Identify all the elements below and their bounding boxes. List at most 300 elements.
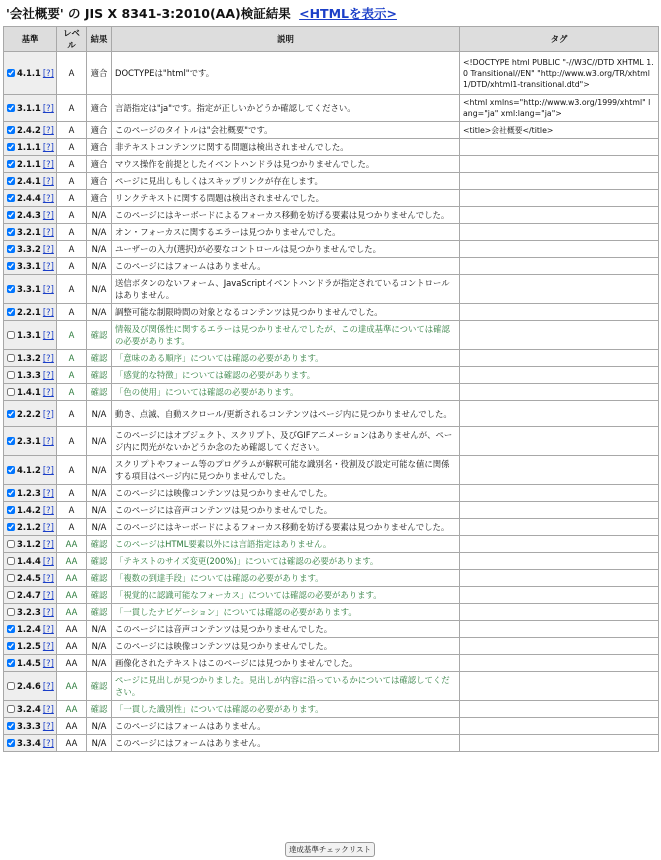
table-row	[4, 384, 659, 401]
tag-cell: <!DOCTYPE html PUBLIC "-//W3C//DTD XHTML 1.0 Transitional//EN" "http://www.w3.org/TR/xhtml1/DTD/xhtml1-transitional.dtd">	[460, 52, 659, 95]
level-cell: AA	[57, 718, 87, 735]
criterion-id: 2.1.2	[17, 522, 41, 532]
criterion-id: 1.2.5	[17, 641, 41, 651]
result-cell: N/A	[87, 485, 112, 502]
criterion-cell	[4, 427, 57, 456]
tag-cell	[460, 735, 659, 752]
level-cell: A	[57, 321, 87, 350]
result-cell: 適合	[87, 173, 112, 190]
criterion-cell	[4, 672, 57, 701]
criterion-id: 3.2.4	[17, 704, 41, 714]
criterion-id: 1.4.5	[17, 658, 41, 668]
result-cell: N/A	[87, 621, 112, 638]
table-row	[4, 735, 659, 752]
help-link[interactable]: [?]	[42, 522, 54, 532]
criterion-id: 3.3.2	[17, 244, 41, 254]
criterion-checkbox[interactable]	[7, 739, 15, 747]
criterion-id: 3.3.4	[17, 738, 41, 748]
criterion-checkbox[interactable]	[7, 540, 15, 548]
tag-cell	[460, 655, 659, 672]
tag-cell	[460, 190, 659, 207]
description-cell: このページにはフォームはありません。	[112, 718, 460, 735]
table-row	[4, 621, 659, 638]
help-link[interactable]: [?]	[42, 624, 54, 634]
table-row	[4, 122, 659, 139]
tag-cell: <html xmlns="http://www.w3.org/1999/xhtml" lang="ja" xml:lang="ja">	[460, 95, 659, 122]
help-link[interactable]: [?]	[42, 125, 54, 135]
criterion-id: 3.3.1	[17, 261, 41, 271]
description-cell: 非テキストコンテンツに関する問題は検出されませんでした。	[112, 139, 460, 156]
criterion-checkbox[interactable]	[7, 557, 15, 565]
result-cell: 確認	[87, 570, 112, 587]
help-link[interactable]: [?]	[42, 607, 54, 617]
description-cell: このページのタイトルは"会社概要"です。	[112, 122, 460, 139]
criterion-checkbox[interactable]	[7, 160, 15, 168]
criterion-id: 1.1.1	[17, 142, 41, 152]
criterion-cell	[4, 638, 57, 655]
criterion-id: 2.2.2	[17, 408, 41, 419]
criterion-cell	[4, 456, 57, 485]
level-cell: A	[57, 122, 87, 139]
criterion-checkbox[interactable]	[7, 245, 15, 253]
criterion-cell	[4, 384, 57, 401]
criterion-cell	[4, 401, 57, 427]
criterion-cell	[4, 553, 57, 570]
description-cell: このページにはフォームはありません。	[112, 735, 460, 752]
tag-cell	[460, 401, 659, 427]
header-tag: タグ	[460, 27, 659, 52]
description-cell: このページにはフォームはありません。	[112, 258, 460, 275]
result-cell: N/A	[87, 258, 112, 275]
result-cell: N/A	[87, 718, 112, 735]
result-cell: 適合	[87, 156, 112, 173]
tag-cell	[460, 502, 659, 519]
page-title: '会社概要' の JIS X 8341-3:2010(AA)検証結果	[6, 6, 291, 21]
criterion-checkbox[interactable]	[7, 143, 15, 151]
level-cell: A	[57, 224, 87, 241]
level-cell: AA	[57, 570, 87, 587]
criterion-cell	[4, 122, 57, 139]
result-cell: 適合	[87, 190, 112, 207]
criterion-id: 2.4.4	[17, 193, 41, 203]
criterion-cell	[4, 718, 57, 735]
description-cell: 「視覚的に認識可能なフォーカス」については確認の必要があります。	[112, 587, 460, 604]
description-cell: リンクテキストに関する問題は検出されませんでした。	[112, 190, 460, 207]
criterion-cell	[4, 275, 57, 304]
header-level: レベル	[57, 27, 87, 52]
level-cell: A	[57, 456, 87, 485]
help-link[interactable]: [?]	[42, 387, 54, 397]
description-cell: このページには音声コンテンツは見つかりませんでした。	[112, 502, 460, 519]
level-cell: A	[57, 173, 87, 190]
level-cell: AA	[57, 735, 87, 752]
criterion-id: 2.4.3	[17, 210, 41, 220]
criterion-id: 1.2.3	[17, 488, 41, 498]
criterion-cell	[4, 156, 57, 173]
help-link[interactable]: [?]	[42, 436, 54, 446]
tag-cell	[460, 304, 659, 321]
criterion-id: 3.2.1	[17, 227, 41, 237]
result-cell: N/A	[87, 401, 112, 427]
level-cell: A	[57, 350, 87, 367]
level-cell: A	[57, 384, 87, 401]
level-cell: AA	[57, 701, 87, 718]
criterion-checkbox[interactable]	[7, 722, 15, 730]
tag-cell	[460, 718, 659, 735]
table-row	[4, 604, 659, 621]
result-cell: 確認	[87, 587, 112, 604]
description-cell: DOCTYPEは"html"です。	[112, 52, 460, 95]
tag-cell	[460, 384, 659, 401]
help-link[interactable]: [?]	[42, 465, 54, 475]
table-row	[4, 718, 659, 735]
description-cell: 情報及び関係性に関するエラーは見つかりませんでしたが、この達成基準については確認の必要があります。	[112, 321, 460, 350]
level-cell: AA	[57, 655, 87, 672]
result-cell: N/A	[87, 224, 112, 241]
help-link[interactable]: [?]	[42, 159, 54, 169]
result-cell: 確認	[87, 604, 112, 621]
criterion-cell	[4, 241, 57, 258]
help-link[interactable]: [?]	[42, 370, 54, 380]
level-cell: A	[57, 207, 87, 224]
table-row	[4, 321, 659, 350]
criterion-id: 2.4.7	[17, 590, 41, 600]
criterion-checkbox[interactable]	[7, 682, 15, 690]
level-cell: A	[57, 52, 87, 95]
criterion-id: 2.3.1	[17, 436, 41, 446]
criterion-id: 4.1.2	[17, 465, 41, 475]
level-cell: AA	[57, 621, 87, 638]
tag-cell	[460, 207, 659, 224]
help-link[interactable]: [?]	[42, 142, 54, 152]
description-cell: このページには映像コンテンツは見つかりませんでした。	[112, 485, 460, 502]
description-cell: 「一貫した識別性」については確認の必要があります。	[112, 701, 460, 718]
level-cell: A	[57, 156, 87, 173]
tag-cell	[460, 427, 659, 456]
help-link[interactable]: [?]	[42, 330, 54, 340]
level-cell: A	[57, 304, 87, 321]
tag-cell	[460, 321, 659, 350]
level-cell: A	[57, 95, 87, 122]
description-cell: 動き、点滅、自動スクロール/更新されるコンテンツはページ内に見つかりませんでした。	[112, 401, 460, 427]
criterion-cell	[4, 604, 57, 621]
criterion-checkbox[interactable]	[7, 177, 15, 185]
criterion-checkbox[interactable]	[7, 331, 15, 339]
criterion-checkbox[interactable]	[7, 523, 15, 531]
level-cell: AA	[57, 553, 87, 570]
description-cell: 「色の使用」については確認の必要があります。	[112, 384, 460, 401]
criterion-cell	[4, 139, 57, 156]
tag-cell	[460, 241, 659, 258]
show-html-link[interactable]: <HTMLを表示>	[299, 6, 397, 21]
description-cell: オン・フォーカスに関するエラーは見つかりませんでした。	[112, 224, 460, 241]
table-row	[4, 156, 659, 173]
tag-cell	[460, 367, 659, 384]
criterion-id: 2.1.1	[17, 159, 41, 169]
result-cell: N/A	[87, 502, 112, 519]
result-cell: 確認	[87, 321, 112, 350]
help-link[interactable]: [?]	[42, 681, 54, 691]
help-link[interactable]: [?]	[42, 658, 54, 668]
help-link[interactable]: [?]	[42, 307, 54, 317]
tag-cell: <title>会社概要</title>	[460, 122, 659, 139]
table-row	[4, 502, 659, 519]
table-row	[4, 173, 659, 190]
table-row	[4, 95, 659, 122]
criterion-checkbox[interactable]	[7, 591, 15, 599]
criterion-cell	[4, 519, 57, 536]
description-cell: このページにはキーボードによるフォーカス移動を妨げる要素は見つかりませんでした。	[112, 519, 460, 536]
tag-cell	[460, 536, 659, 553]
level-cell: AA	[57, 672, 87, 701]
help-link[interactable]: [?]	[42, 284, 54, 294]
criterion-checkbox[interactable]	[7, 506, 15, 514]
description-cell: スクリプトやフォーム等のプログラムが解釈可能な識別名・役割及び設定可能な値に関係する項目はページ内に見つかりませんでした。	[112, 456, 460, 485]
description-cell: 「一貫したナビゲーション」については確認の必要があります。	[112, 604, 460, 621]
result-cell: N/A	[87, 655, 112, 672]
table-row	[4, 427, 659, 456]
result-cell: 適合	[87, 95, 112, 122]
criterion-checkbox[interactable]	[7, 126, 15, 134]
criterion-cell	[4, 190, 57, 207]
tag-cell	[460, 621, 659, 638]
criterion-cell	[4, 502, 57, 519]
description-cell: 調整可能な制限時間の対象となるコンテンツは見つかりませんでした。	[112, 304, 460, 321]
tag-cell	[460, 672, 659, 701]
table-row	[4, 304, 659, 321]
description-cell: このページはHTML要素以外には言語指定はありません。	[112, 536, 460, 553]
page-heading	[6, 4, 397, 22]
tag-cell	[460, 485, 659, 502]
help-link[interactable]: [?]	[42, 227, 54, 237]
tag-cell	[460, 604, 659, 621]
description-cell: ページに見出しが見つかりました。見出しが内容に沿っているかについては確認してください。	[112, 672, 460, 701]
criterion-checkbox[interactable]	[7, 489, 15, 497]
tag-cell	[460, 156, 659, 173]
table-row	[4, 52, 659, 95]
criterion-checkbox[interactable]	[7, 308, 15, 316]
table-row	[4, 139, 659, 156]
result-cell: 確認	[87, 536, 112, 553]
result-cell: 確認	[87, 367, 112, 384]
criterion-cell	[4, 536, 57, 553]
result-cell: N/A	[87, 638, 112, 655]
criterion-checkbox[interactable]	[7, 354, 15, 362]
table-row	[4, 367, 659, 384]
table-row	[4, 570, 659, 587]
criterion-checkbox[interactable]	[7, 194, 15, 202]
criterion-checkbox[interactable]	[7, 410, 15, 418]
tag-cell	[460, 258, 659, 275]
results-table	[3, 26, 659, 752]
criterion-cell	[4, 587, 57, 604]
criterion-cell	[4, 207, 57, 224]
results-body	[4, 52, 659, 752]
tag-cell	[460, 139, 659, 156]
criterion-cell	[4, 258, 57, 275]
description-cell: このページには音声コンテンツは見つかりませんでした。	[112, 621, 460, 638]
result-cell: N/A	[87, 241, 112, 258]
result-cell: 確認	[87, 384, 112, 401]
criterion-cell	[4, 485, 57, 502]
criterion-cell	[4, 367, 57, 384]
criterion-checkbox[interactable]	[7, 211, 15, 219]
criterion-checkbox[interactable]	[7, 608, 15, 616]
result-cell: 確認	[87, 350, 112, 367]
description-cell: ユーザーの入力(選択)が必要なコントロールは見つかりませんでした。	[112, 241, 460, 258]
criterion-id: 1.3.3	[17, 370, 41, 380]
level-cell: A	[57, 427, 87, 456]
criterion-cell	[4, 570, 57, 587]
tag-cell	[460, 638, 659, 655]
tag-cell	[460, 519, 659, 536]
level-cell: AA	[57, 587, 87, 604]
criterion-checkbox[interactable]	[7, 285, 15, 293]
level-cell: A	[57, 502, 87, 519]
table-row	[4, 275, 659, 304]
help-link[interactable]: [?]	[42, 573, 54, 583]
table-row	[4, 655, 659, 672]
level-cell: AA	[57, 536, 87, 553]
level-cell: A	[57, 139, 87, 156]
result-cell: 確認	[87, 672, 112, 701]
help-link[interactable]: [?]	[42, 353, 54, 363]
criterion-id: 1.4.1	[17, 387, 41, 397]
description-cell: 「テキストのサイズ変更(200%)」については確認の必要があります。	[112, 553, 460, 570]
table-row	[4, 350, 659, 367]
help-link[interactable]: [?]	[42, 176, 54, 186]
criterion-id: 3.1.2	[17, 539, 41, 549]
criterion-id: 4.1.1	[17, 68, 41, 78]
criterion-cell	[4, 701, 57, 718]
criterion-checkbox[interactable]	[7, 642, 15, 650]
header-criterion: 基準	[4, 27, 57, 52]
help-link[interactable]: [?]	[42, 721, 54, 731]
level-cell: A	[57, 190, 87, 207]
result-cell: 確認	[87, 701, 112, 718]
header-result: 結果	[87, 27, 112, 52]
level-cell: A	[57, 241, 87, 258]
criterion-checkbox[interactable]	[7, 625, 15, 633]
criterion-checkbox[interactable]	[7, 69, 15, 77]
help-link[interactable]: [?]	[42, 261, 54, 271]
criterion-checkbox[interactable]	[7, 466, 15, 474]
table-row	[4, 456, 659, 485]
description-cell: 「意味のある順序」については確認の必要があります。	[112, 350, 460, 367]
level-cell: A	[57, 367, 87, 384]
table-row	[4, 587, 659, 604]
help-link[interactable]: [?]	[42, 488, 54, 498]
result-cell: N/A	[87, 519, 112, 536]
help-link[interactable]: [?]	[42, 408, 54, 419]
criterion-id: 1.4.4	[17, 556, 41, 566]
table-row	[4, 401, 659, 427]
criterion-cell	[4, 735, 57, 752]
result-cell: 適合	[87, 122, 112, 139]
description-cell: マウス操作を前提としたイベントハンドラは見つかりませんでした。	[112, 156, 460, 173]
result-cell: 確認	[87, 553, 112, 570]
help-link[interactable]: [?]	[42, 539, 54, 549]
description-cell: 「複数の到達手段」については確認の必要があります。	[112, 570, 460, 587]
criterion-cell	[4, 621, 57, 638]
level-cell: AA	[57, 638, 87, 655]
help-link[interactable]: [?]	[42, 704, 54, 714]
criterion-checkbox[interactable]	[7, 104, 15, 112]
tag-cell	[460, 173, 659, 190]
table-row	[4, 207, 659, 224]
criterion-cell	[4, 655, 57, 672]
criterion-checkbox[interactable]	[7, 659, 15, 667]
level-cell: A	[57, 519, 87, 536]
table-header-row	[4, 27, 659, 52]
table-row	[4, 485, 659, 502]
criterion-checkbox[interactable]	[7, 262, 15, 270]
help-link[interactable]: [?]	[42, 244, 54, 254]
criterion-id: 1.3.1	[17, 330, 41, 340]
help-link[interactable]: [?]	[42, 193, 54, 203]
result-cell: 適合	[87, 139, 112, 156]
level-cell: A	[57, 275, 87, 304]
help-link[interactable]: [?]	[42, 590, 54, 600]
tag-cell	[460, 587, 659, 604]
criterion-checkbox[interactable]	[7, 705, 15, 713]
description-cell: 画像化されたテキストはこのページには見つかりませんでした。	[112, 655, 460, 672]
result-cell: N/A	[87, 735, 112, 752]
criterion-id: 3.2.3	[17, 607, 41, 617]
description-cell: このページにはオブジェクト、スクリプト、及びGIFアニメーションはありませんが、ページ内に閃光がないかどうか念のため確認してください。	[112, 427, 460, 456]
help-link[interactable]: [?]	[42, 641, 54, 651]
result-cell: 適合	[87, 52, 112, 95]
table-row	[4, 190, 659, 207]
tag-cell	[460, 553, 659, 570]
help-link[interactable]: [?]	[42, 505, 54, 515]
criterion-id: 1.2.4	[17, 624, 41, 634]
result-cell: N/A	[87, 427, 112, 456]
criterion-id: 2.4.6	[17, 681, 41, 691]
result-cell: N/A	[87, 456, 112, 485]
help-link[interactable]: [?]	[42, 738, 54, 748]
criterion-checkbox[interactable]	[7, 437, 15, 445]
criterion-cell	[4, 173, 57, 190]
level-cell: AA	[57, 604, 87, 621]
help-link[interactable]: [?]	[42, 556, 54, 566]
criterion-cell	[4, 350, 57, 367]
help-link[interactable]: [?]	[42, 68, 54, 78]
criterion-checkbox[interactable]	[7, 388, 15, 396]
description-cell: 「感覚的な特徴」については確認の必要があります。	[112, 367, 460, 384]
criterion-id: 2.2.1	[17, 307, 41, 317]
tag-cell	[460, 275, 659, 304]
tag-cell	[460, 701, 659, 718]
description-cell: このページにはキーボードによるフォーカス移動を妨げる要素は見つかりませんでした。	[112, 207, 460, 224]
criterion-id: 3.3.3	[17, 721, 41, 731]
tag-cell	[460, 224, 659, 241]
header-description: 説明	[112, 27, 460, 52]
criterion-checkbox[interactable]	[7, 371, 15, 379]
table-row	[4, 258, 659, 275]
tag-cell	[460, 570, 659, 587]
criterion-id: 3.1.1	[17, 103, 41, 113]
criterion-checkbox[interactable]	[7, 228, 15, 236]
help-link[interactable]: [?]	[42, 103, 54, 113]
level-cell: A	[57, 401, 87, 427]
criterion-checkbox[interactable]	[7, 574, 15, 582]
criterion-cell	[4, 321, 57, 350]
tag-cell	[460, 350, 659, 367]
help-link[interactable]: [?]	[42, 210, 54, 220]
checklist-button[interactable]: 達成基準チェックリスト	[285, 842, 375, 857]
table-row	[4, 672, 659, 701]
